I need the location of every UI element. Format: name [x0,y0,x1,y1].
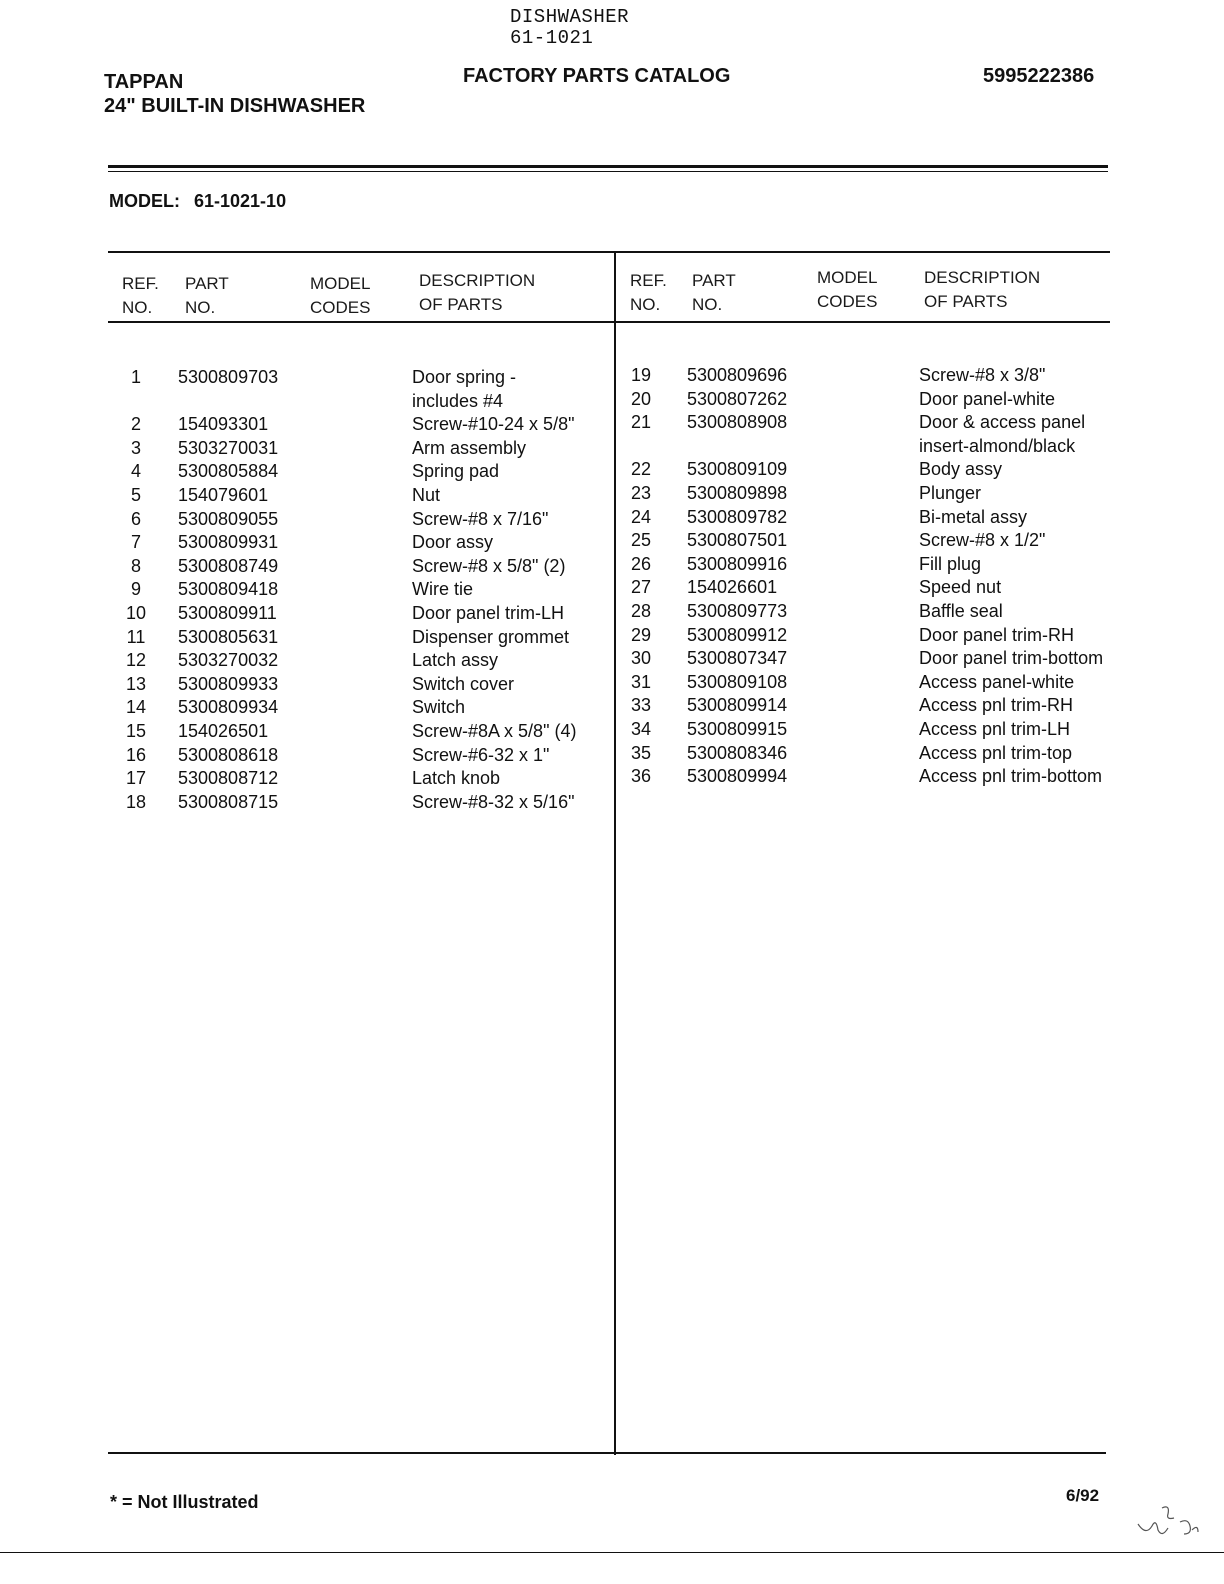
part-ref-number: 4 [130,461,141,482]
product-model-number: 61-1021 [510,27,594,49]
list-item [621,435,1131,459]
left-header-description: DESCRIPTION OF PARTS [419,271,536,314]
part-description: Latch knob [412,768,501,789]
list-item [621,576,1131,600]
list-item [116,484,611,508]
list-item [621,458,1131,482]
part-description: Door spring - [412,367,517,387]
part-description: Screw-#8-32 x 5/16" [412,791,575,812]
part-ref-number: 7 [130,532,141,553]
part-number: 5300809914 [687,695,788,716]
part-number: 5300809782 [687,506,788,527]
part-ref-number: 20 [630,388,652,409]
part-number: 5300809912 [687,624,788,645]
brand-name: TAPPAN [104,71,184,93]
part-description: Access pnl trim-LH [919,718,1071,739]
part-number: 5300809916 [687,553,788,574]
part-description: Plunger [919,482,982,503]
part-description: Latch assy [412,650,499,671]
part-number: 5300808908 [687,412,788,433]
part-description: Screw-#10-24 x 5/8" [412,414,575,435]
part-ref-number: 21 [630,412,652,433]
part-number: 5300809931 [178,532,279,553]
brand-subtitle: 24" BUILT-IN DISHWASHER [104,95,366,117]
part-ref-number: 36 [630,766,652,787]
part-number: 5303270031 [178,437,279,458]
part-number: 5300809934 [178,697,279,718]
model-line [109,191,286,212]
part-description: Screw-#8 x 1/2" [919,530,1046,551]
part-description: Door assy [412,532,494,553]
list-item [116,366,611,390]
part-number: 5300808749 [178,555,279,576]
document-number: 5995222386 [983,65,1095,87]
list-item [621,553,1131,577]
part-ref-number: 35 [630,742,652,763]
list-item [116,720,611,744]
part-number: 5300809696 [687,365,788,385]
list-item [116,578,611,602]
part-number: 5300809703 [178,367,279,387]
list-item [621,411,1131,435]
part-ref-number: 8 [130,555,141,576]
part-description: Nut [412,484,441,505]
part-description: Fill plug [919,553,982,574]
not-illustrated-note: * = Not Illustrated [110,1492,259,1512]
list-item [116,767,611,791]
part-number: 5300805631 [178,626,279,647]
part-ref-number: 27 [630,577,652,598]
catalog-title: FACTORY PARTS CATALOG [463,65,731,87]
part-description: Arm assembly [412,437,527,458]
model-label: MODEL: [109,191,180,211]
part-number: 5303270032 [178,650,279,671]
part-number: 154093301 [178,414,269,435]
part-number: 5300805884 [178,461,279,482]
part-description: Screw-#8 x 5/8" (2) [412,555,566,576]
left-header-part: PART NO. [185,274,229,317]
list-item [116,437,611,461]
part-description: Door panel trim-LH [412,602,565,623]
part-description: Access pnl trim-RH [919,695,1074,716]
part-description: Door panel trim-RH [919,624,1075,645]
part-ref-number: 3 [130,437,141,458]
product-heading [510,7,629,49]
part-description: Access panel-white [919,671,1075,692]
part-ref-number: 13 [125,673,147,694]
part-ref-number: 14 [125,697,147,718]
part-ref-number: 10 [125,602,147,623]
model-value: 61-1021-10 [194,191,287,211]
list-item [116,673,611,697]
part-description: Door panel trim-bottom [919,648,1104,669]
part-description: Dispenser grommet [412,626,570,647]
part-number: 5300809108 [687,671,788,692]
part-description: Access pnl trim-bottom [919,766,1103,787]
list-item [116,508,611,532]
left-parts-list [116,366,611,814]
list-item [116,626,611,650]
part-number: 5300809109 [687,459,788,480]
part-ref-number: 25 [630,530,652,551]
list-item [621,671,1131,695]
part-ref-number: 12 [125,650,147,671]
list-item [116,602,611,626]
part-description: Door & access panel [919,412,1086,433]
part-number: 5300809911 [178,602,277,623]
part-number: 5300807262 [687,388,788,409]
part-ref-number: 11 [126,626,146,647]
part-ref-number: 2 [130,414,141,435]
part-number: 5300807501 [687,530,788,551]
part-ref-number: 24 [630,506,652,527]
part-description: Switch [412,697,466,718]
list-item [116,413,611,437]
part-number: 5300807347 [687,648,788,669]
list-item [621,742,1131,766]
handwritten-mark [1132,1500,1204,1544]
part-number: 154079601 [178,484,269,505]
right-header-description: DESCRIPTION OF PARTS [924,268,1041,311]
part-number: 5300809994 [687,766,788,787]
part-description: Body assy [919,459,1003,480]
part-ref-number: 18 [125,791,147,812]
revision-date: 6/92 [1066,1486,1100,1505]
part-number: 5300809898 [687,482,788,503]
part-description: Switch cover [412,673,515,694]
part-description: Speed nut [919,577,1002,598]
part-ref-number: 9 [130,579,141,600]
list-item [621,600,1131,624]
part-number: 5300809055 [178,508,279,529]
header-divider-thin [108,171,1108,172]
list-item [621,694,1131,718]
part-ref-number: 19 [630,365,652,385]
part-ref-number: 34 [630,718,652,739]
header-divider [108,165,1108,168]
part-ref-number: 1 [130,367,141,387]
right-header-part: PART NO. [692,271,736,314]
list-item [116,390,611,414]
part-description: Screw-#6-32 x 1" [412,744,550,765]
part-number: 5300809418 [178,579,279,600]
list-item [116,649,611,673]
part-number: 5300809773 [687,600,788,621]
part-number: 154026601 [687,577,778,598]
list-item [621,624,1131,648]
table-top-rule [108,251,1110,253]
part-ref-number: 15 [125,720,147,741]
footer-divider [108,1452,1106,1454]
part-number: 5300809933 [178,673,279,694]
part-description: Wire tie [412,579,474,600]
list-item [621,529,1131,553]
list-item [621,482,1131,506]
list-item [621,388,1131,412]
part-description: Bi-metal assy [919,506,1028,527]
part-ref-number: 26 [630,553,652,574]
part-number: 5300809915 [687,718,788,739]
column-divider [614,251,616,1455]
list-item [621,364,1131,388]
list-item [621,718,1131,742]
left-header-ref: REF. NO. [122,274,159,317]
part-ref-number: 30 [630,648,652,669]
part-number: 5300808618 [178,744,279,765]
part-description: Screw-#8 x 7/16" [412,508,549,529]
part-number: 154026501 [178,720,269,741]
part-description: Door panel-white [919,388,1056,409]
list-item [621,765,1131,789]
part-ref-number: 17 [125,768,147,789]
product-name: DISHWASHER [510,6,630,28]
part-description: Screw-#8 x 3/8" [919,365,1046,385]
part-ref-number: 5 [130,484,141,505]
right-header-codes: MODEL CODES [817,268,878,311]
list-item [621,506,1131,530]
list-item [116,531,611,555]
list-item [116,460,611,484]
part-description: insert-almond/black [919,435,1076,456]
list-item [621,647,1131,671]
list-item [116,696,611,720]
part-description: Screw-#8A x 5/8" (4) [412,720,577,741]
part-ref-number: 29 [630,624,652,645]
list-item [116,791,611,815]
part-ref-number: 33 [630,695,652,716]
list-item [116,555,611,579]
part-number: 5300808712 [178,768,279,789]
right-header-ref: REF. NO. [630,271,667,314]
part-number: 5300808715 [178,791,279,812]
page-bottom-rule [0,1552,1224,1553]
part-ref-number: 16 [125,744,147,765]
part-description: Spring pad [412,461,500,482]
list-item [116,744,611,768]
part-ref-number: 23 [630,482,652,503]
right-parts-list [621,364,1131,789]
part-ref-number: 22 [630,459,652,480]
left-header-codes: MODEL CODES [310,274,371,317]
part-number: 5300808346 [687,742,788,763]
part-description: includes #4 [412,390,504,411]
part-description: Access pnl trim-top [919,742,1073,763]
table-header-rule [108,321,1110,323]
part-ref-number: 31 [630,671,652,692]
part-description: Baffle seal [919,600,1003,621]
brand-block [104,70,365,118]
part-ref-number: 28 [630,600,652,621]
part-ref-number: 6 [130,508,141,529]
